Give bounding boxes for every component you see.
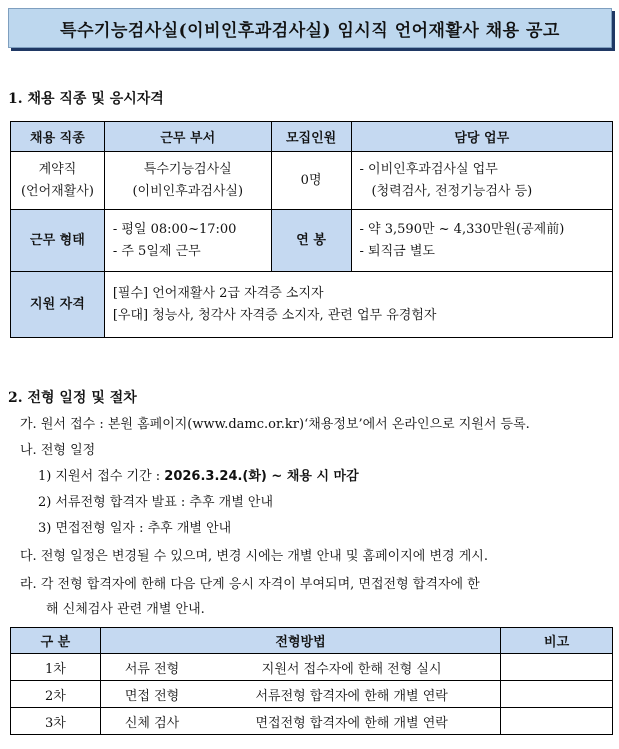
page-title-text: 특수기능검사실(이비인후과검사실) 임시직 언어재활사 채용 공고 xyxy=(60,20,560,41)
qualification-label: 지원 자격 xyxy=(11,272,105,338)
header-department: 근무 부서 xyxy=(104,122,271,152)
item-b1: 1) 지원서 접수 기간 : 2026.3.24.(화) ~ 채용 시 마감 xyxy=(38,469,359,484)
qualification-cell: [필수] 언어재활사 2급 자격증 소지자 [우대] 청능사, 청각사 자격증 소지자, 관련 업무 유경험자 xyxy=(104,272,612,338)
item-b3: 3) 면접전형 일자 : 추후 개별 안내 xyxy=(38,521,232,536)
table-row: 1차 서류 전형 지원서 접수자에 한해 전형 실시 xyxy=(11,654,613,681)
item-d-line1: 라. 각 전형 합격자에 한해 다음 단계 응시 자격이 부여되며, 면접전형 합격자에 한 xyxy=(20,577,480,592)
department-cell: 특수기능검사실 (이비인후과검사실) xyxy=(104,152,271,210)
item-b: 나. 전형 일정 xyxy=(20,443,96,458)
duties-cell: - 이비인후과검사실 업무 (청력검사, 전정기능검사 등) xyxy=(351,152,612,210)
job-type-cell: 계약직 (언어재활사) xyxy=(11,152,105,210)
item-d-line2: 해 신체검사 관련 개별 안내. xyxy=(46,602,205,617)
work-type-cell: - 평일 08:00~17:00 - 주 5일제 근무 xyxy=(104,210,271,272)
salary-label: 연 봉 xyxy=(271,210,351,272)
recruitment-table xyxy=(10,121,613,338)
headcount-cell: 0명 xyxy=(271,152,351,210)
header-method: 전형방법 xyxy=(100,628,500,654)
section1-heading: 1. 채용 직종 및 응시자격 xyxy=(8,91,164,107)
selection-process-table xyxy=(10,627,613,735)
item-b2: 2) 서류전형 합격자 발표 : 추후 개별 안내 xyxy=(38,495,274,510)
section2-heading: 2. 전형 일정 및 절차 xyxy=(8,390,137,406)
header-stage: 구 분 xyxy=(11,628,101,654)
header-job-type: 채용 직종 xyxy=(11,122,105,152)
header-duties: 담당 업무 xyxy=(351,122,612,152)
table-row: 3차 신체 검사 면접전형 합격자에 한해 개별 연락 xyxy=(11,708,613,735)
page-title xyxy=(8,8,612,48)
work-type-label: 근무 형태 xyxy=(11,210,105,272)
item-a: 가. 원서 접수 : 본원 홈페이지(www.damc.or.kr)‘채용정보’에서 온라인으로 지원서 등록. xyxy=(20,417,530,432)
salary-cell: - 약 3,590만 ~ 4,330만원(공제前) - 퇴직금 별도 xyxy=(351,210,612,272)
item-c: 다. 전형 일정은 변경될 수 있으며, 변경 시에는 개별 안내 및 홈페이지에 변경 게시. xyxy=(20,549,488,564)
header-headcount: 모집인원 xyxy=(271,122,351,152)
application-period: 2026.3.24.(화) ~ 채용 시 마감 xyxy=(164,469,359,484)
table-row: 2차 면접 전형 서류전형 합격자에 한해 개별 연락 xyxy=(11,681,613,708)
header-note: 비고 xyxy=(501,628,613,654)
